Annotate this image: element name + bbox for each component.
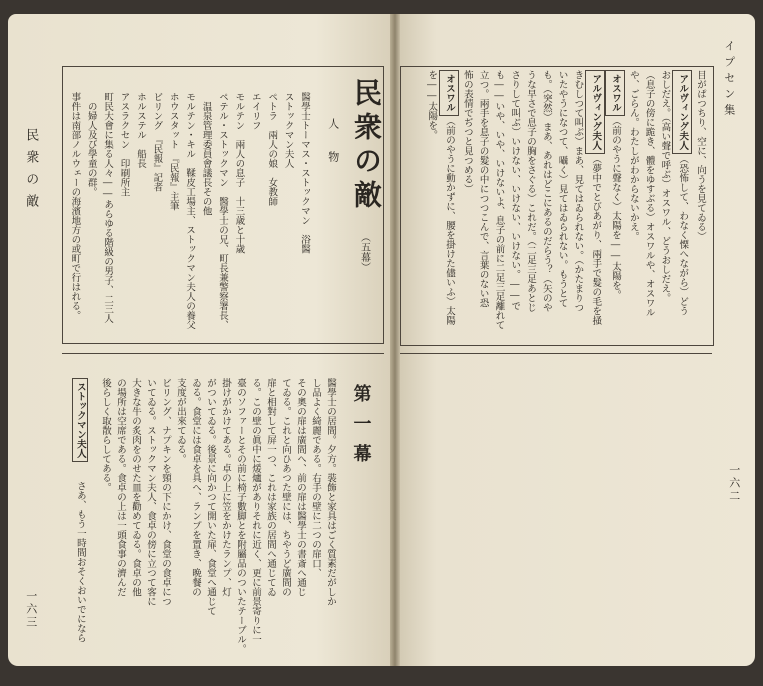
direction-line: 醫學士の居間。夕方。裝飾と家具はごく質素だがしか: [325, 378, 336, 606]
dialogue-line: オスワル（前のやうに聲なく）太陽を――太陽を。: [605, 70, 625, 342]
direction-line: ビリング、ナプキンを頸の下にかけ、食堂の食卓につ: [160, 378, 171, 606]
cast-entry: ホルステル 船長: [134, 92, 146, 168]
cast-entry: モルテン 兩人の息子 十三歳と十歳: [233, 92, 245, 254]
cast-entry: の婦人及び學童の群。: [85, 92, 97, 197]
cast-entry: モルテン・キル 鞣皮工場主、ストックマン夫人の養父: [184, 92, 196, 330]
frame-divider: [62, 353, 384, 354]
dialogue-line: アルヴィング夫人（恐怖して、わなく慄へながら）どう: [672, 70, 692, 342]
direction-line: その奧の扉は廣間へ、前の扉は醫學士の書斎へ通じ: [295, 378, 306, 597]
dialogue-line: アルヴィング夫人（夢中でとびあがり、兩手で髮の毛を掻: [585, 70, 605, 342]
dialogue-column: [426, 70, 708, 342]
speaker-name: アルヴィング夫人: [585, 70, 605, 154]
dialogue-line: オスワル（前のやうに動かずに、腰を掛けた儘いふ）太陽: [439, 70, 459, 342]
right-page-number: 一六二: [727, 464, 741, 503]
speaker-name: オスワル: [605, 70, 625, 116]
dialogue-line: も。（突然）まあ、あれはどこにあるのだらう？（矢のや: [540, 70, 552, 313]
dialogue-line: を――太陽を。: [426, 70, 438, 140]
cast-entry: ペトラ 兩人の娘 女教師: [266, 92, 278, 206]
stage-directions: [98, 378, 338, 654]
dialogue-line: 目がぱつちり、空に、向うを見てゐる）: [695, 70, 706, 241]
speaker-name: ストックマン夫人: [72, 378, 88, 462]
play-title: 民衆の敵: [350, 78, 383, 214]
cast-list: [66, 92, 312, 340]
direction-line: 後らしく取散らしてある。: [100, 378, 111, 492]
dialogue-line: きむしつて叫ぶ）まあ、見てはゐられない。（かたまりつ: [572, 70, 584, 313]
direction-line: がついてゐる。後景に向かつて開いた扉、食堂へ通じて: [205, 378, 216, 616]
cast-entry: 町民大會に集る人々――あらゆる階級の男子、二三人: [102, 92, 114, 323]
book-spine: [390, 14, 400, 666]
cast-heading: 人物: [326, 118, 340, 184]
dialogue-line: （息子の傍に跪き、體をゆすぶる）オスワルや、オスワル: [643, 70, 655, 317]
direction-line: いてゐる。ストックマン夫人、食卓の傍に立つて客に: [145, 378, 156, 606]
cast-entry: 醫學士トーマス・ストックマン 浴醫: [299, 92, 310, 254]
direction-line: 扉と相對して屏一つ、これは家族の居間へ通じてゐ: [265, 378, 276, 597]
dialogue-line: さりして叫ぶ）いけない、いけない、いけない。――で: [509, 70, 521, 311]
direction-line: の場所は空席である。食卓の上は一頭食事の濟んだ: [115, 378, 126, 597]
right-frame-divider: [400, 353, 712, 354]
speaker-name: アルヴィング夫人: [672, 70, 692, 154]
speaker-name: オスワル: [439, 70, 459, 116]
dialogue-line: うな早さで息子の胸をさぐる）これだ。（二足三足あとじ: [525, 70, 537, 313]
direction-line: 掛けがかけてある。卓の上に笠をかけたランプ、灯: [220, 378, 231, 597]
dialogue-line: も――いや、いや、いけないよ、息子の前に二足三足離れて: [493, 70, 505, 330]
cast-entry: ホウスタット 『民報』主筆: [167, 92, 179, 211]
acts-note: （五幕）: [358, 232, 370, 272]
direction-line: る。この壁の眞中に煖爐がありそれに近く、更に前景寄りに一: [250, 378, 261, 644]
cast-entry: 事件は南部ノルウェーの海濱地方の或町で行はれる。: [69, 92, 81, 320]
dialogue-line: 怖の表情でぢつと見つめる）: [461, 70, 473, 194]
cast-entry: ストックマン夫人: [282, 92, 294, 168]
dialogue-text: さあ、もう一時間おそくおいでになら: [74, 481, 86, 643]
dialogue-line: いたやうになつて、囁く）見てはゐられない。もうとて: [556, 70, 568, 308]
direction-line: 臺のソファーとその前に椅子數脚とを附屬品のついたテーブル。: [235, 378, 246, 654]
right-running-head: イプセン集: [722, 40, 736, 120]
first-dialogue-line: [72, 378, 88, 643]
dialogue-line: 立つ。兩手を息子の髮の中につつこんで、言葉のない恐: [477, 70, 489, 308]
cast-entry: エイリフ: [249, 92, 261, 130]
cast-entry: ペテル・ストックマン 醫學士の兄、町長兼警察署長、: [216, 92, 228, 330]
cast-entry: ビリング 『民報』記者: [151, 92, 163, 192]
cast-entry: 温泉管理委員會議長その他: [200, 92, 212, 216]
direction-line: 支度が出來てゐる。: [175, 378, 186, 464]
left-page-number: 一六三: [24, 590, 38, 629]
direction-line: てゐる。これと向ひあつた壁には、ちやうど廣間の: [280, 378, 291, 597]
direction-line: し品よく綺麗である。右手の壁に二つの扉口、: [310, 378, 321, 578]
dialogue-line: おしだえ。（高い聲で呼ぶ）オスワル、どうおしだえ。: [659, 70, 671, 303]
direction-line: ゐる。食堂には食卓を具へ、ランプを置き、晩餐の: [190, 378, 201, 597]
act-title: 第一幕: [350, 384, 372, 474]
cast-entry: アスラクセン 印刷所主: [118, 92, 130, 197]
dialogue-line: や、ごらん。わたしがわからないかえ。: [627, 70, 639, 241]
left-running-head: 民衆の敵: [23, 128, 39, 216]
direction-line: 大きな牛の炙肉をのせた皿を勸めてゐる。食卓の他: [130, 378, 141, 597]
